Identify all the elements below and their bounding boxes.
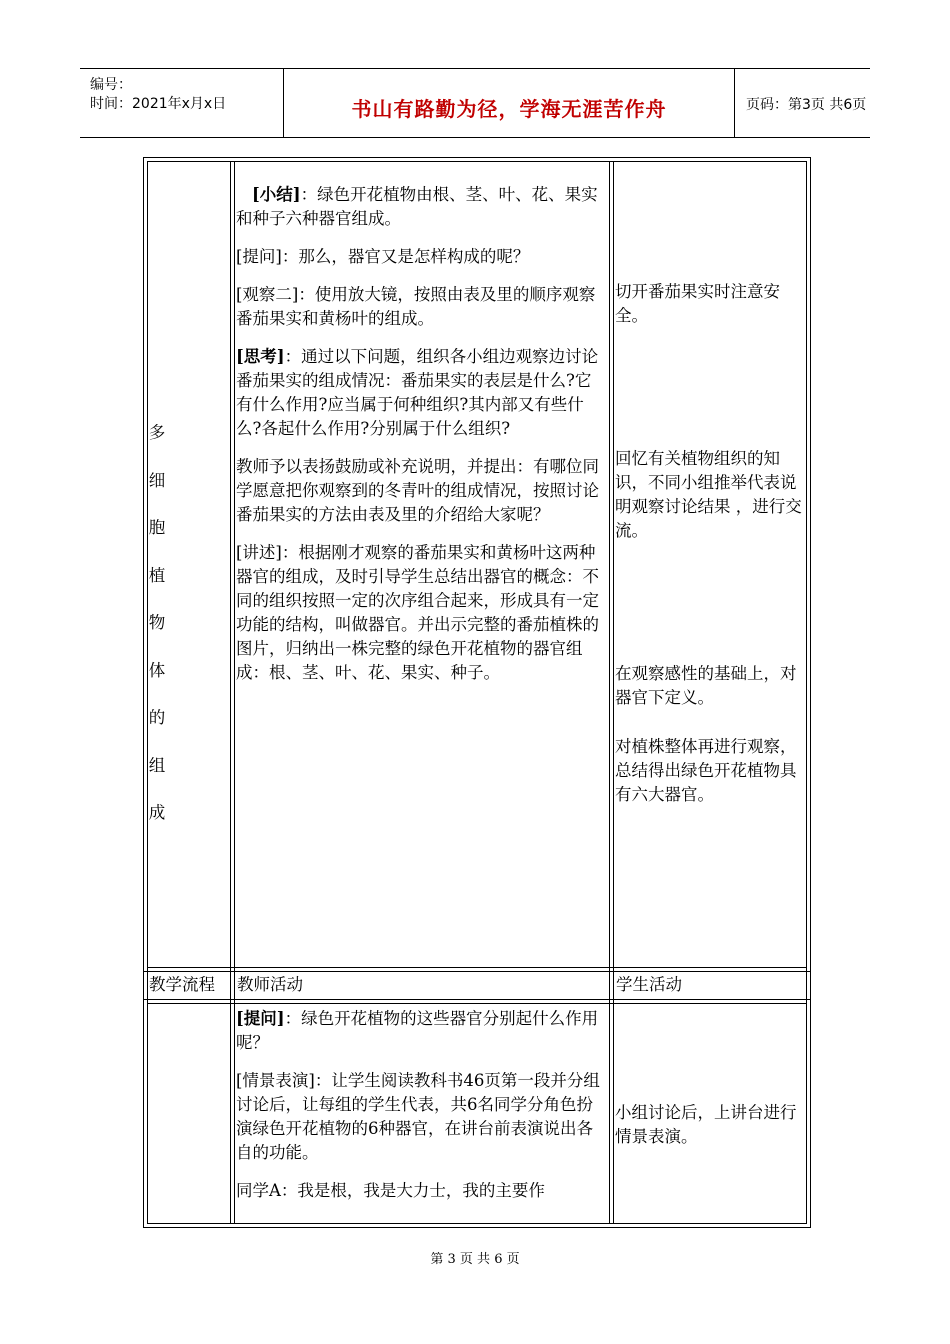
paragraph-text: ：绿色开花植物的这些器官分别起什么作用呢？ [236,1009,599,1052]
stage-char: 植 [148,565,166,585]
page-label: 页码：第3页 共6页 [746,97,867,113]
header-motto-cell [283,69,735,137]
time-label: 时间：2021年x月x日 [90,96,227,112]
stage-char: 组 [148,755,166,775]
teacher-paragraph [236,541,604,685]
paragraph-tag: [思考] [236,347,285,366]
paragraph-text: ：绿色开花植物由根、茎、叶、花、果实和种子六种器官组成。 [236,185,598,228]
table-border [609,161,610,1224]
col-header-teacher: 教师活动 [237,975,303,994]
table-border [147,1003,807,1004]
table-border [147,161,807,162]
student-note: 回忆有关植物组织的知识，不同小组推举代表说明观察讨论结果 ，进行交流。 [615,449,802,540]
teacher-paragraph [236,1069,604,1165]
stage-char: 多 [148,423,166,442]
paragraph-text: [情景表演]：让学生阅读教科书46页第一段并分组讨论后，让每组的学生代表，共6名同学分角色扮演绿色开花植物的6种器官，在讲台前表演说出各自的功能。 [236,1071,600,1162]
teacher-activities-1 [236,183,604,699]
student-note: 对植株整体再进行观察，总结得出绿色开花植物具有六大器官。 [615,737,797,804]
stage-char: 细 [148,470,166,490]
paragraph-text: [讲述]：根据刚才观察的番茄果实和黄杨叶这两种器官的组成，及时引导学生总结出器官的概念：不同的组织按照一定的次序组合起来，形成具有一定功能的结构，叫做器官。并出示完整的番茄植株的图片，归纳出一株完整的绿色开花植物的器官组成：根、茎、叶、花、果实、种子。 [236,543,599,682]
teacher-paragraph [236,1179,604,1203]
col-header-stage: 教学流程 [149,975,215,994]
table-border [147,967,807,968]
paragraph-tag: [提问] [236,1009,285,1028]
table-border [143,157,144,1228]
teacher-paragraph [236,1007,604,1055]
stage-char: 物 [148,613,166,632]
table-border [230,161,231,1224]
code-label: 编号： [90,77,132,93]
table-border [143,971,811,972]
table-border [143,1227,811,1228]
table-border [810,157,811,1228]
table-border [806,161,807,1224]
paragraph-text: 教师予以表扬鼓励或补充说明，并提出：有哪位同学愿意把你观察到的冬青叶的组成情况，按照讨论番茄果实的方法由表及里的介绍给大家呢？ [236,457,599,524]
stage-char: 体 [148,660,166,680]
page-header [80,68,870,138]
table-border [143,999,811,1000]
paragraph-text: [提问]：那么，器官又是怎样构成的呢？ [236,247,530,266]
stage-char: 胞 [148,518,166,537]
table-border [613,161,614,1224]
table-border [143,157,811,158]
motto: 书山有路勤为径，学海无涯苦作舟 [351,97,667,121]
teacher-paragraph [236,345,604,441]
paragraph-text: ：通过以下问题，组织各小组边观察边讨论番茄果实的组成情况：番茄果实的表层是什么?它有什么作用?应当属于何种组织?其内部又有些什么?各起什么作用?分别属于什么组织? [236,347,599,438]
teacher-paragraph [236,245,604,269]
header-meta [80,69,283,137]
student-note: 切开番茄果实时注意安全。 [615,282,780,325]
page-footer: 第 3 页 共 6 页 [430,1252,520,1267]
paragraph-text: 同学A：我是根，我是大力士，我的主要作 [236,1181,545,1200]
header-page-cell [734,69,870,137]
teacher-paragraph [236,183,604,231]
table-border [234,161,235,1224]
teacher-paragraph [236,455,604,527]
paragraph-tag: [小结] [252,185,301,204]
stage-label-vertical [147,421,167,849]
student-note: 小组讨论后，上讲台进行情景表演。 [615,1103,797,1146]
stage-char: 的 [148,708,166,727]
teacher-activities-2 [236,1007,604,1203]
col-header-student: 学生活动 [616,975,682,994]
teacher-paragraph [236,283,604,331]
table-border [147,1223,807,1224]
stage-char: 成 [148,803,166,822]
paragraph-text: [观察二]：使用放大镜，按照由表及里的顺序观察番茄果实和黄杨叶的组成。 [236,285,596,328]
student-note: 在观察感性的基础上，对器官下定义。 [615,664,797,707]
